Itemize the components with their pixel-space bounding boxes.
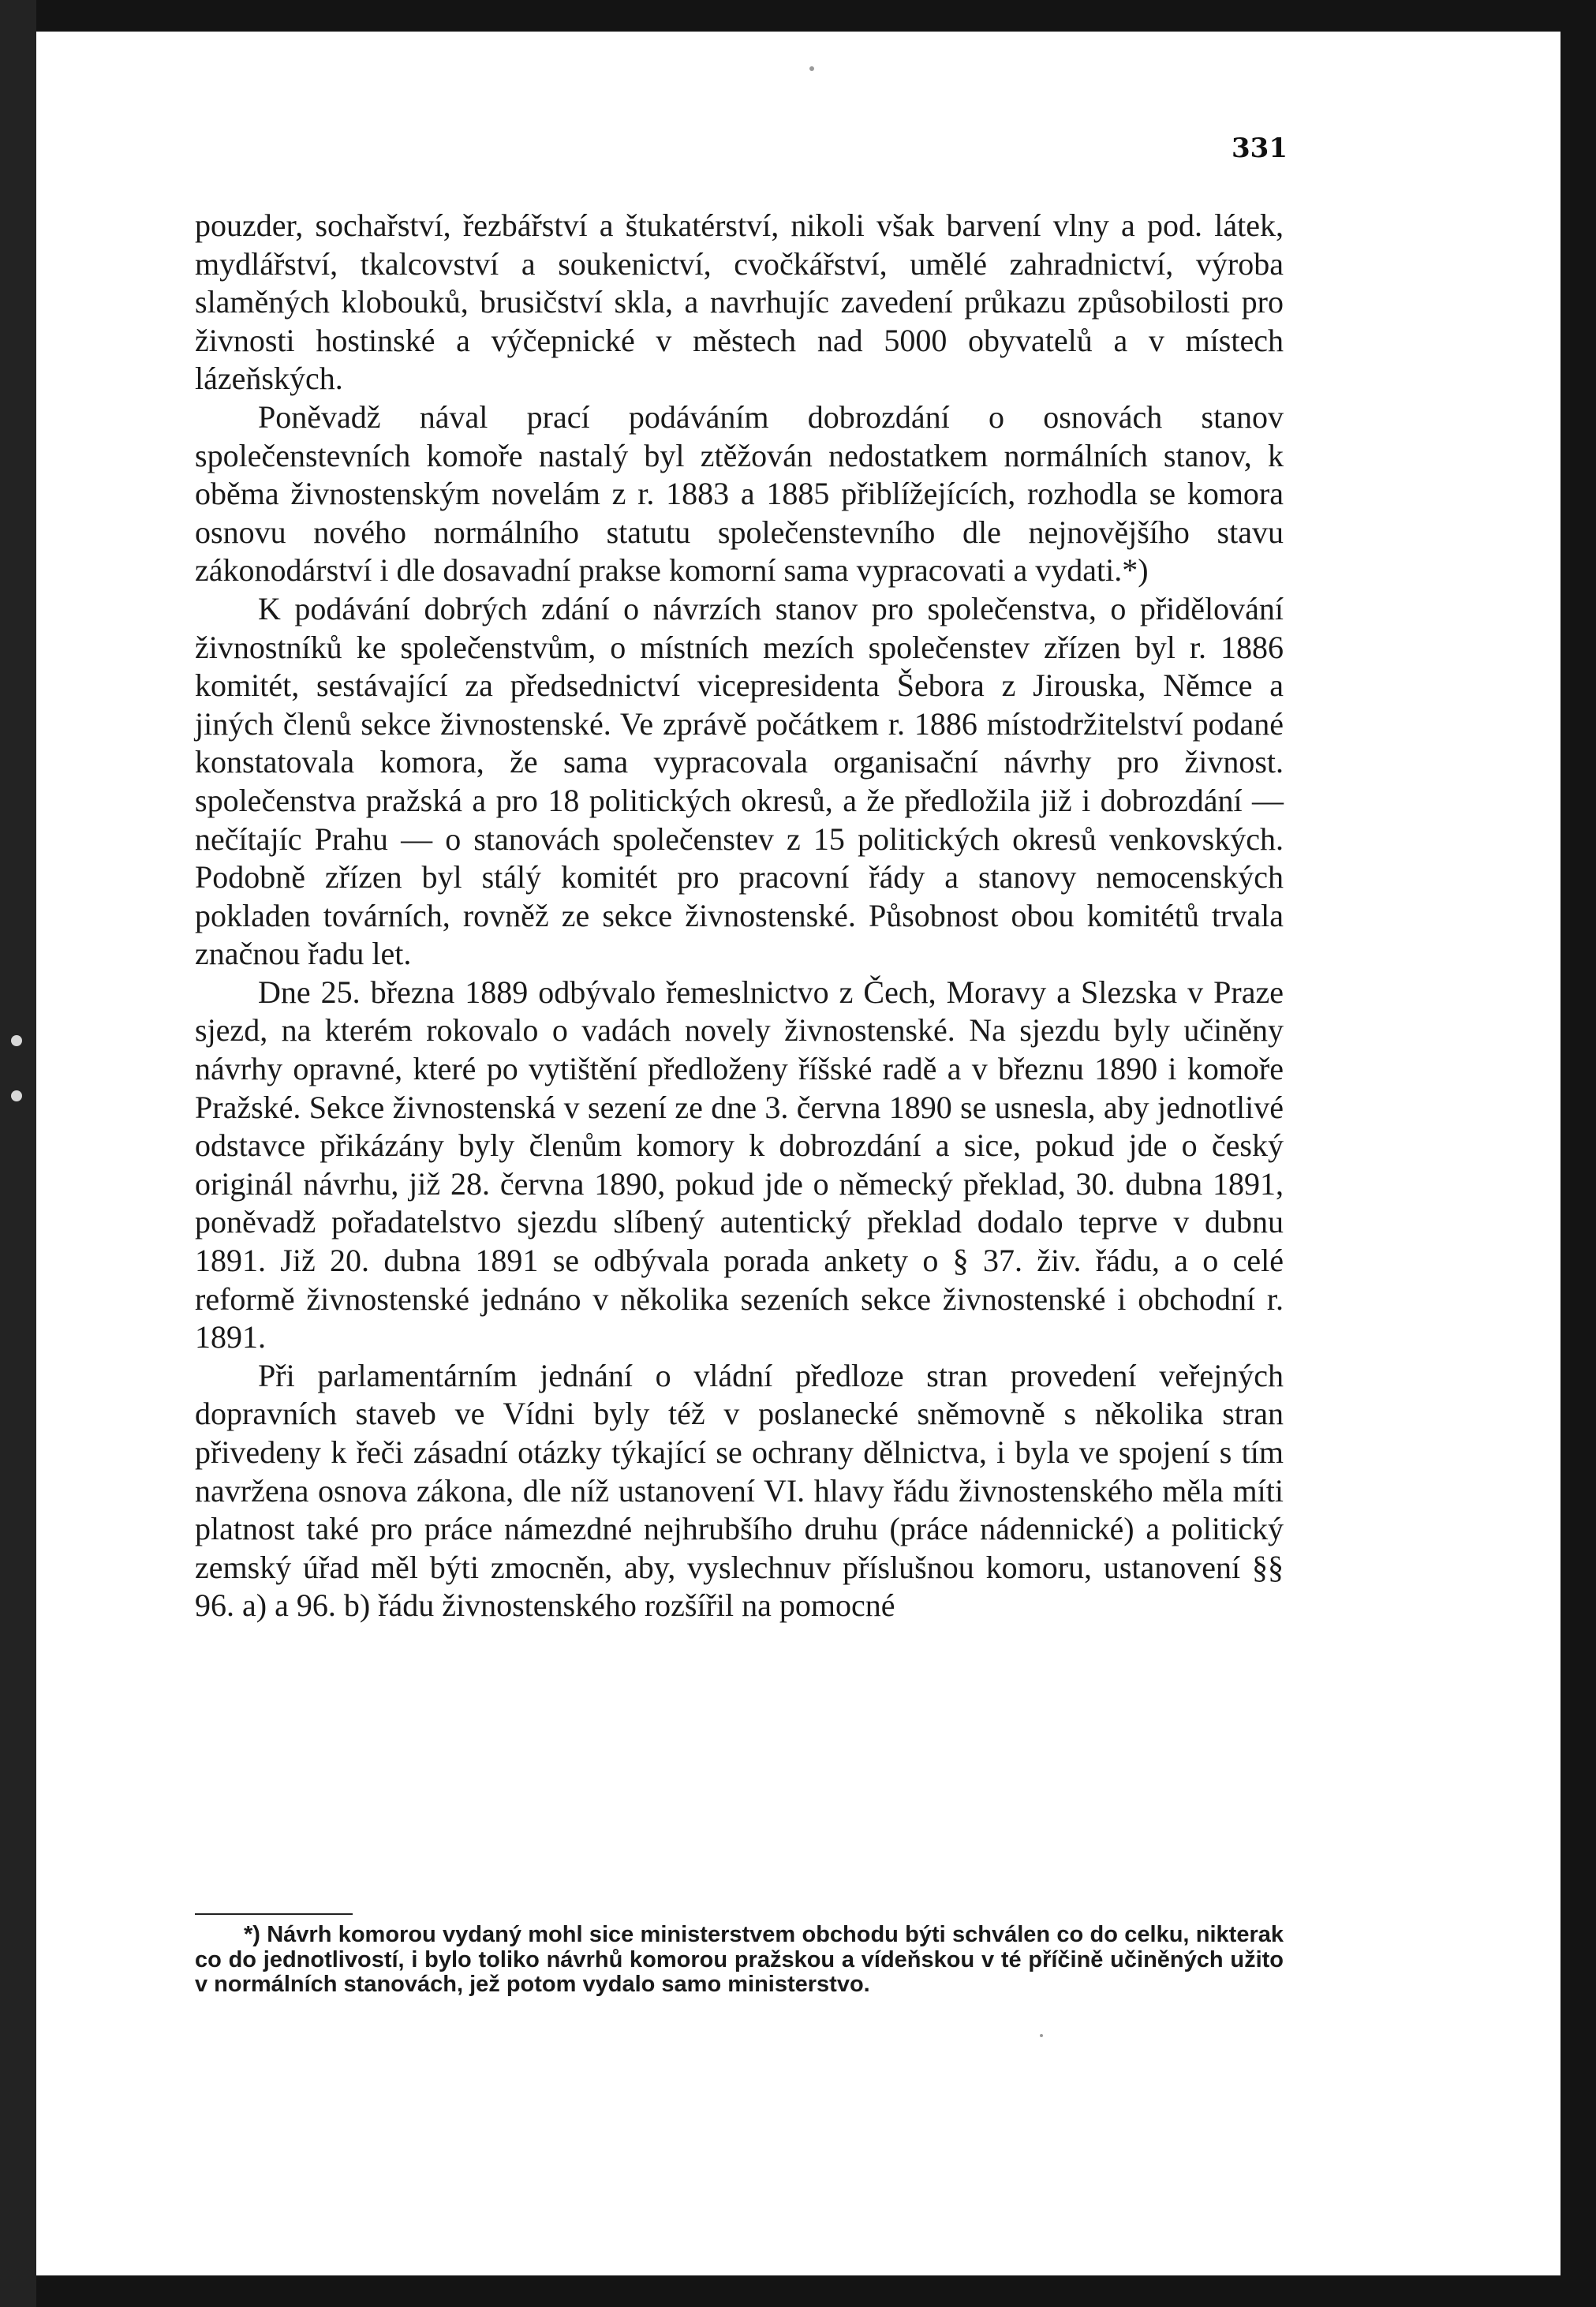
paragraph: K podávání dobrých zdání o návrzích stanov pro společenstva, o přidělování živnostníků ke společenstvům, o místních mezích společenstev zřízen byl r. 1886 komitét, sestávající za předsednictví vicepresidenta Šebora z Jirouska, Němce a jiných členů sekce živnostenské. Ve zprávě počátkem r. 1886 místodržitelství podané konstatovala komora, že sama vypracovala organisační návrhy pro živnost. společenstva pražská a pro 18 politických okresů, a že předložila již i dobrozdání — nečítajíc Prahu — o stanovách společenstev z 15 politických okresů venkovských. Podobně zřízen byl stálý komitét pro pracovní řády a stanovy nemocenských pokladen továrních, rovněž ze sekce živnostenské. Působnost obou komitétů trvala značnou řadu let. [195,590,1284,972]
paragraph: pouzder, sochařství, řezbářství a štukatérství, nikoli však barvení vlny a pod. látek, mydlářství, tkalcovství a soukenictví, cvočkářství, umělé zahradnictví, výroba slaměných klobouků, brusičství skla, a navrhujíc zavedení průkazu způsobilosti pro živnosti hostinské a výčepnické v městech nad 5000 obyvatelů a v místech lázeňských. [195,208,1284,397]
binding-hole-icon [11,1090,22,1101]
footnote: *) Návrh komorou vydaný mohl sice ministerstvem obchodu býti schválen co do celku, nikterak co do jednotlivostí, i bylo toliko návrhů komorou pražskou a vídeňskou v té příčině učiněných užito v normálních stanovách, jež potom vydalo samo ministerstvo. [195,1922,1284,1997]
page-number: 331 [1232,133,1288,164]
paper-speck [809,66,814,71]
paper-speck [1040,2034,1043,2037]
paragraph: Dne 25. března 1889 odbývalo řemeslnictvo z Čech, Moravy a Slezska v Praze sjezd, na kterém rokovalo o vadách novely živnostenské. Na sjezdu byly učiněny návrhy opravné, které po vytištění předloženy říšské radě a v březnu 1890 i komoře Pražské. Sekce živnostenská v sezení ze dne 3. června 1890 se usnesla, aby jednotlivé odstavce přikázány byly členům komory k dobrozdání a sice, pokud jde o český originál návrhu, již 28. června 1890, pokud jde o německý překlad, 30. dubna 1891, poněvadž pořadatelstvo sjezdu slíbený autentický překlad dodalo teprve v dubnu 1891. Již 20. dubna 1891 se odbývala porada ankety o § 37. živ. řádu, a o celé reformě živnostenské jednáno v několika sezeních sekce živnostenské i obchodní r. 1891. [195,974,1284,1355]
book-binding-edge [0,0,36,2307]
paragraph: Poněvadž nával prací podáváním dobrozdání o osnovách stanov společenstevních komoře nastalý byl ztěžován nedostatkem normálních stanov, k oběma živnostenským novelám z r. 1883 a 1885 přiblížejících, rozhodla se komora osnovu nového normálního statutu společenstevního dle nejnovějšího stavu zákonodárství i dle dosavadní prakse komorní sama vypracovati a vydati.*) [195,398,1284,589]
footnote-divider [195,1913,353,1915]
binding-hole-icon [11,1035,22,1046]
paragraph: Při parlamentárním jednání o vládní předloze stran provedení veřejných dopravních staveb ve Vídni byly též v poslanecké sněmovně s několika stran přivedeny k řeči zásadní otázky týkající se ochrany dělnictva, i byla ve spojení s tím navržena osnova zákona, dle níž ustanovení VI. hlavy řádu živnostenského měla míti platnost také pro práce námezdné nejhrubšího druhu (práce nádennické) a politický zemský úřad měl býti zmocněn, aby, vyslechnuv příslušnou komoru, ustanovení §§ 96. a) a 96. b) řádu živnostenského rozšířil na pomocné [195,1357,1284,1624]
scan-border-right [1560,0,1596,2307]
main-text [195,207,1284,1625]
